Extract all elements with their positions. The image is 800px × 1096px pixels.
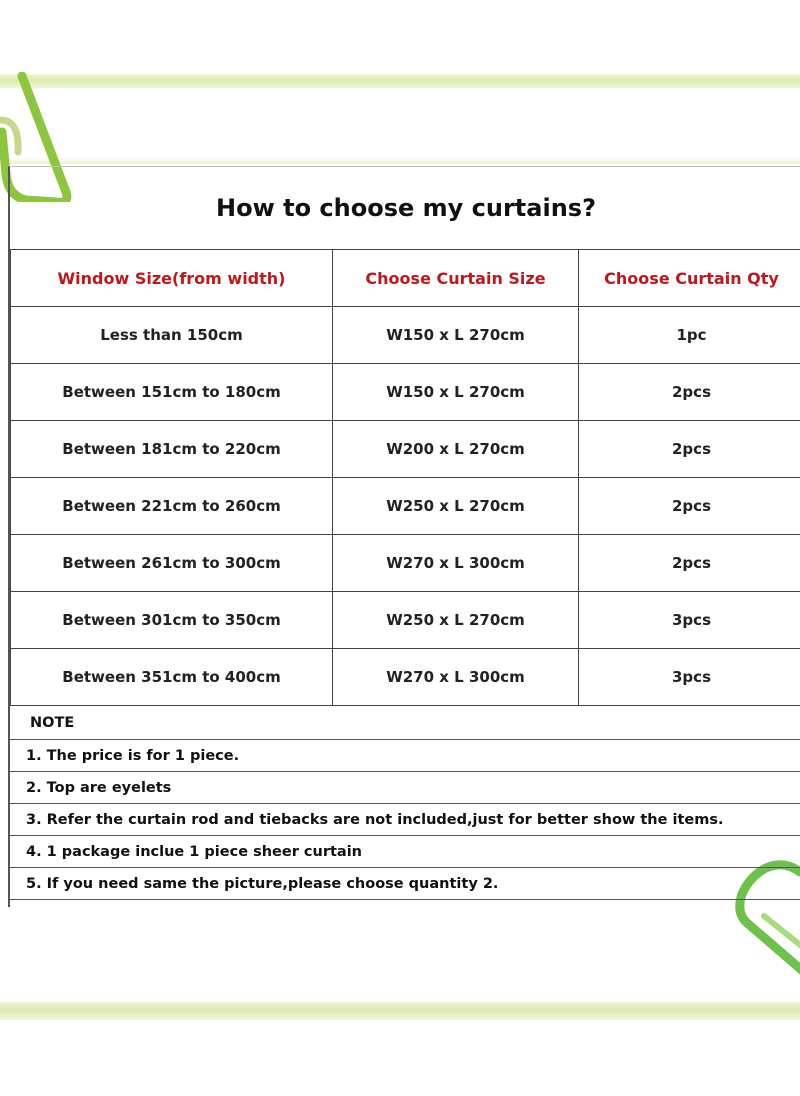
cell-window-size: Between 181cm to 220cm xyxy=(11,421,333,478)
notes-section xyxy=(10,707,800,900)
table-row xyxy=(11,421,800,478)
header-curtain-size: Choose Curtain Size xyxy=(333,250,579,307)
table-row xyxy=(11,478,800,535)
page-title: How to choose my curtains? xyxy=(216,194,596,222)
cell-curtain-size: W250 x L 270cm xyxy=(333,478,579,535)
curtain-guide-document xyxy=(8,166,800,907)
cell-curtain-qty: 3pcs xyxy=(579,649,800,706)
note-item: 5. If you need same the picture,please choose quantity 2. xyxy=(10,868,800,900)
table-row xyxy=(11,649,800,706)
bottom-decorative-band xyxy=(0,1002,800,1020)
cell-curtain-qty: 2pcs xyxy=(579,478,800,535)
cell-window-size: Less than 150cm xyxy=(11,307,333,364)
cell-curtain-qty: 2pcs xyxy=(579,364,800,421)
cell-curtain-size: W270 x L 300cm xyxy=(333,649,579,706)
cell-window-size: Between 151cm to 180cm xyxy=(11,364,333,421)
cell-window-size: Between 221cm to 260cm xyxy=(11,478,333,535)
cell-curtain-size: W200 x L 270cm xyxy=(333,421,579,478)
header-window-size: Window Size(from width) xyxy=(11,250,333,307)
top-inner-band xyxy=(0,158,800,164)
cell-curtain-qty: 2pcs xyxy=(579,421,800,478)
table-header-row xyxy=(11,250,800,307)
curtain-size-table xyxy=(10,249,800,706)
cell-curtain-size: W270 x L 300cm xyxy=(333,535,579,592)
cell-curtain-size: W250 x L 270cm xyxy=(333,592,579,649)
top-decorative-band xyxy=(0,74,800,88)
cell-curtain-qty: 2pcs xyxy=(579,535,800,592)
note-item: 4. 1 package inclue 1 piece sheer curtain xyxy=(10,836,800,868)
table-row xyxy=(11,307,800,364)
table-row xyxy=(11,592,800,649)
note-item: 3. Refer the curtain rod and tiebacks are not included,just for better show the items. xyxy=(10,804,800,836)
cell-curtain-size: W150 x L 270cm xyxy=(333,307,579,364)
table-row xyxy=(11,364,800,421)
table-row xyxy=(11,535,800,592)
cell-window-size: Between 351cm to 400cm xyxy=(11,649,333,706)
cell-window-size: Between 261cm to 300cm xyxy=(11,535,333,592)
note-item: 2. Top are eyelets xyxy=(10,772,800,804)
cell-curtain-qty: 3pcs xyxy=(579,592,800,649)
cell-window-size: Between 301cm to 350cm xyxy=(11,592,333,649)
note-item: 1. The price is for 1 piece. xyxy=(10,740,800,772)
cell-curtain-size: W150 x L 270cm xyxy=(333,364,579,421)
cell-curtain-qty: 1pc xyxy=(579,307,800,364)
notes-heading: NOTE xyxy=(10,707,800,740)
header-curtain-qty: Choose Curtain Qty xyxy=(579,250,800,307)
